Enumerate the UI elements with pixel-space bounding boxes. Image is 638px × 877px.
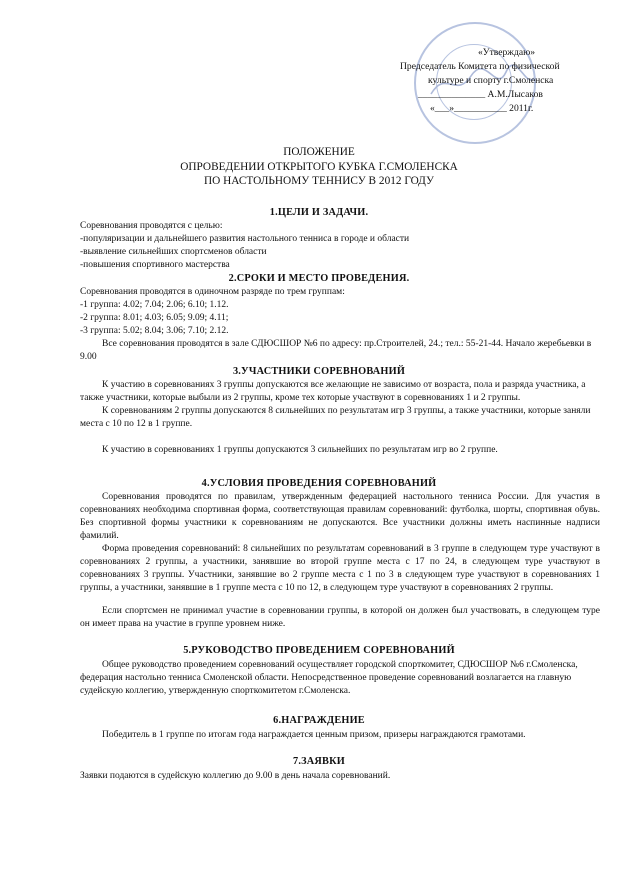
section-2-line: -1 группа: 4.02; 7.04; 2.06; 6.10; 1.12.: [80, 300, 229, 310]
section-4-paragraph: Соревнования проводятся по правилам, утвержденным федерацией настольного тенниса России. Для участия в соревнованиях необходима спортивная форма, соответствующая правилам соревнований: футболка, шорты, спортивная обувь. Без спортивной формы участники к соревнованиям не допускаются. Все участники должны иметь наспинные надписи фамилий.: [80, 492, 600, 541]
section-3-heading: 3.УЧАСТНИКИ СОРЕВНОВАНИЙ: [232, 366, 406, 377]
approval-line-4: ______________ А.М.Лысаков: [418, 89, 543, 100]
title-line-3: ПО НАСТОЛЬНОМУ ТЕННИСУ В 2012 ГОДУ: [203, 175, 435, 187]
approval-line-3: культуре и спорту г.Смоленска: [428, 75, 554, 86]
approval-line-5: «___»___________ 2011г.: [430, 103, 534, 114]
section-7-body: [80, 770, 600, 783]
document-title: [0, 145, 638, 189]
section-3-paragraph: К участию в соревнованиях 1 группы допускаются 3 сильнейших по результатам игр во 2 группе.: [102, 445, 498, 455]
section-4-body: [80, 491, 600, 631]
section-5-body: [80, 659, 600, 698]
section-2-line: Соревнования проводятся в одиночном разряде по трем группам:: [80, 287, 345, 297]
approval-block: [400, 46, 610, 116]
section-2-line: -3 группа: 5.02; 8.04; 3.06; 7.10; 2.12.: [80, 326, 229, 336]
section-1-line: Соревнования проводятся с целью:: [80, 221, 223, 231]
section-1-line: -популяризации и дальнейшего развития настольного тенниса в городе и области: [80, 234, 410, 244]
section-3-paragraph: К соревнованиям 2 группы допускаются 8 сильнейших по результатам игр 3 группы, а также участники, которые заняли места с 10 по 12 в 1 группе.: [80, 406, 591, 429]
section-1-body: [80, 220, 600, 272]
section-2-venue: Все соревнования проводятся в зале СДЮСШОР №6 по адресу: пр.Строителей, 24.; тел.: 55-21-44. Начало жеребьевки в 9.00: [80, 339, 592, 362]
approval-line-1: «Утверждаю»: [478, 47, 536, 58]
section-4-paragraph: Если спортсмен не принимал участие в соревновании группы, в которой он должен был участвовать, в следующем туре он имеет права на участие в группе уровнем ниже.: [80, 606, 600, 629]
section-4-heading: 4.УСЛОВИЯ ПРОВЕДЕНИЯ СОРЕВНОВАНИЙ: [201, 478, 437, 489]
title-line-2: ОПРОВЕДЕНИИ ОТКРЫТОГО КУБКА Г.СМОЛЕНСКА: [180, 160, 458, 173]
section-2-heading: 2.СРОКИ И МЕСТО ПРОВЕДЕНИЯ.: [228, 273, 410, 284]
section-6-body: [80, 729, 600, 742]
section-7-heading: 7.ЗАЯВКИ: [293, 756, 345, 767]
section-3-body: [80, 379, 600, 457]
section-1-line: -выявление сильнейших спортсменов области: [80, 247, 267, 257]
section-2-body: [80, 286, 600, 364]
section-2-line: -2 группа: 8.01; 4.03; 6.05; 9.09; 4.11;: [80, 313, 229, 323]
section-6-paragraph: Победитель в 1 группе по итогам года награждается ценным призом, призеры награждаются грамотами.: [102, 730, 526, 740]
section-5-paragraph: Общее руководство проведением соревнований осуществляет городской спорткомитет, СДЮСШОР №6 г.Смоленска, федерация настольно тенниса Смоленской области. Непосредственное проведение соревнований возлагается на главную судейскую коллегию, утвержденную спорткомитетом г.Смоленска.: [80, 660, 578, 696]
section-7-paragraph: Заявки подаются в судейскую коллегию до 9.00 в день начала соревнований.: [80, 771, 391, 781]
section-1-heading: 1.ЦЕЛИ И ЗАДАЧИ.: [269, 207, 369, 218]
title-line-1: ПОЛОЖЕНИЕ: [283, 146, 355, 158]
section-5-heading: 5.РУКОВОДСТВО ПРОВЕДЕНИЕМ СОРЕВНОВАНИЙ: [183, 645, 455, 656]
section-3-paragraph: К участию в соревнованиях 3 группы допускаются все желающие не зависимо от возраста, пола и разряда участника, а также участники, которые выбыли из 2 группы, кроме тех которые участвуют в соревнованиях 1 и 2 группы.: [80, 380, 586, 403]
section-6-heading: 6.НАГРАЖДЕНИЕ: [273, 715, 365, 726]
section-1-line: -повышения спортивного мастерства: [80, 260, 230, 270]
approval-line-2: Председатель Комитета по физической: [400, 61, 560, 72]
section-4-paragraph: Форма проведения соревнований: 8 сильнейших по результатам соревнований в 3 группе в следующем туре участвуют в соревнованиях 2 группы, а участники, занявшие во второй группе места с 17 по 24, в следующем туре участвуют в соревнованиях 3 группы. Участники, занявшие во 2 группе места с 1 по 3 в следующем туре участвуют в соревнованиях 1 группы, а участники, занявшие в 1 группе места с 10 по 12, в следующем туре участвуют в соревнованиях 2 группы.: [80, 544, 600, 593]
